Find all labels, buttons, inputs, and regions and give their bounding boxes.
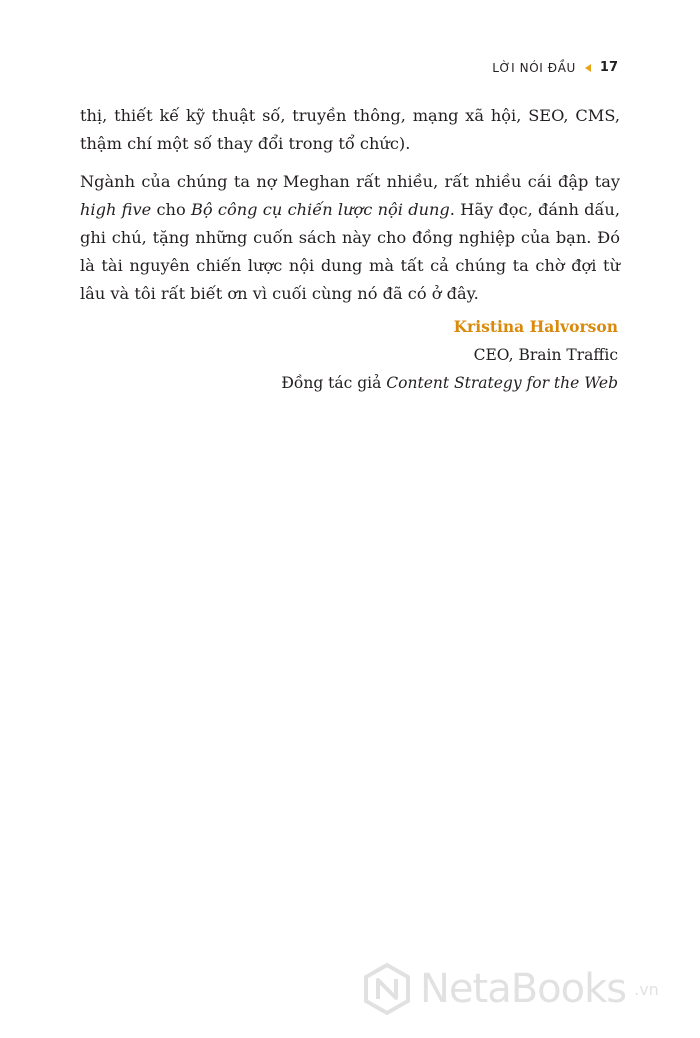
body-text	[80, 102, 620, 318]
watermark	[360, 962, 659, 1016]
watermark-suffix: .vn	[634, 979, 659, 999]
paragraph-2-text-3: . Hãy đọc, đánh dấu, ghi chú, tặng những cuốn sách này cho đồng nghiệp của bạn. Đó là tài nguyên chiến lược nội dung mà tất cả chúng ta chờ đợi từ lâu và tôi rất biết ơn vì cuối cùng nó đã có ở đây.	[80, 200, 621, 303]
signature-block	[281, 313, 618, 397]
book-title: Content Strategy for the Web	[386, 374, 618, 392]
coauthor-prefix: Đồng tác giả	[281, 374, 387, 392]
page-number: 17	[599, 60, 618, 75]
running-header	[492, 60, 618, 75]
paragraph-2-text-1: Ngành của chúng ta nợ Meghan rất nhiều, rất nhiều cái đập tay	[80, 172, 620, 191]
paragraph-2-italic-1: high five	[80, 200, 152, 219]
author-credit	[281, 369, 618, 397]
author-role: CEO, Brain Traffic	[473, 346, 618, 364]
paragraph-2-text-2: cho	[151, 200, 191, 219]
paragraph-2-italic-2: Bộ công cụ chiến lược nội dung	[191, 200, 450, 219]
paragraph-2	[80, 168, 620, 308]
section-title: LỜI NÓI ĐẦU	[492, 60, 576, 75]
author-name: Kristina Halvorson	[453, 317, 618, 336]
netabooks-logo-icon	[360, 962, 414, 1016]
paragraph-1: thị, thiết kế kỹ thuật số, truyền thông, mạng xã hội, SEO, CMS, thậm chí một số thay đổi trong tổ chức).	[80, 106, 620, 153]
left-arrow-icon	[585, 64, 591, 72]
watermark-brand: NetaBooks	[420, 966, 627, 1012]
